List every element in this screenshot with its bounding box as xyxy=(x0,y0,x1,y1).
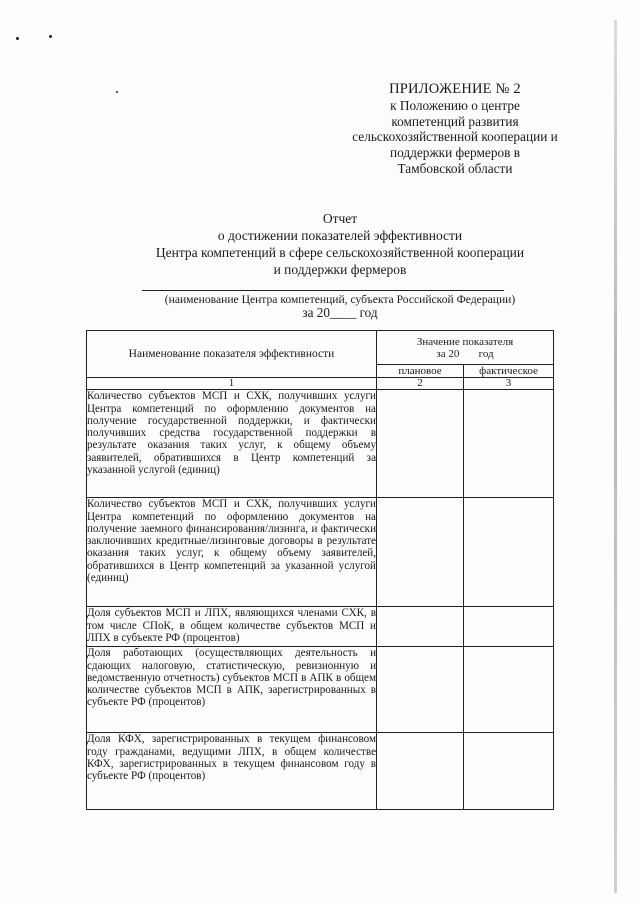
column-number: 3 xyxy=(464,378,554,390)
actual-value-cell xyxy=(464,390,554,498)
table-row xyxy=(87,498,554,607)
planned-value-cell xyxy=(377,498,464,607)
actual-value-cell xyxy=(464,647,554,733)
planned-value-cell xyxy=(377,647,464,733)
kpi-table xyxy=(86,330,554,810)
annex-line: сельскохозяйственной кооперации и xyxy=(352,129,558,145)
indicator-name: Доля субъектов МСП и ЛПХ, являющихся членами СХК, в том числе СПоК, в общем количестве субъектов МСП и ЛПХ в субъекте РФ (процентов) xyxy=(87,607,377,647)
header-planned: плановое xyxy=(377,365,464,378)
column-number: 2 xyxy=(377,378,464,390)
scan-speck xyxy=(116,91,118,93)
header-indicator-name: Наименование показателя эффективности xyxy=(87,331,377,378)
table-row xyxy=(87,647,554,733)
header-indicator-value xyxy=(377,331,554,365)
report-heading xyxy=(80,210,600,278)
report-year: за 20____ год xyxy=(302,305,378,320)
report-title: Отчет xyxy=(322,211,358,226)
column-number: 1 xyxy=(87,378,377,390)
fill-in-caption: (наименование Центра компетенций, субъекта Российской Федерации) xyxy=(164,293,516,306)
fill-in-line xyxy=(142,290,504,291)
scan-speck xyxy=(16,37,19,40)
table-row xyxy=(87,390,554,498)
planned-value-cell xyxy=(377,733,464,810)
annex-title: ПРИЛОЖЕНИЕ № 2 xyxy=(389,81,521,97)
annex-line: к Положению о центре xyxy=(390,97,520,113)
header-value-label: Значение показателя xyxy=(416,335,514,348)
report-line: Центра компетенций в сфере сельскохозяйственной кооперации xyxy=(155,245,525,260)
actual-value-cell xyxy=(464,733,554,810)
actual-value-cell xyxy=(464,498,554,607)
report-line: о достижении показателей эффективности xyxy=(217,228,463,243)
table-row xyxy=(87,607,554,647)
scan-edge xyxy=(614,20,617,893)
planned-value-cell xyxy=(377,390,464,498)
annex-line: компетенций развития xyxy=(391,113,519,129)
report-line: и поддержки фермеров xyxy=(273,262,407,277)
actual-value-cell xyxy=(464,607,554,647)
header-value-year: за 20 год xyxy=(436,347,494,360)
annex-line: Тамбовской области xyxy=(397,160,513,176)
annex-block xyxy=(330,82,580,177)
indicator-name: Доля КФХ, зарегистрированных в текущем финансовом году гражданами, ведущими ЛПХ, в общем количестве КФХ, зарегистрированных в текущем финансовом году в субъекте РФ (процентов) xyxy=(87,733,377,810)
annex-line: поддержки фермеров в xyxy=(389,145,520,161)
table-row xyxy=(87,733,554,810)
scan-speck xyxy=(49,35,52,38)
header-actual: фактическое xyxy=(464,365,554,378)
indicator-name: Доля работающих (осуществляющих деятельность и сдающих налоговую, статистическую, ревизионную и ведомственную отчетность) субъектов МСП в АПК в общем количестве субъектов МСП в АПК, зарегистрированных в субъекте РФ (процентов) xyxy=(87,647,377,733)
indicator-name: Количество субъектов МСП и СХК, получивших услуги Центра компетенций по оформлению документов на получение заемного финансирования/лизинга, и фактически заключивших кредитные/лизинговые договоры в результате оказания таких услуг, к общему объему заявителей, обратившихся в Центр компетенций за указанной услугой (единиц) xyxy=(87,498,377,607)
planned-value-cell xyxy=(377,607,464,647)
indicator-name: Количество субъектов МСП и СХК, получивших услуги Центра компетенций по оформлению документов на получение государственной поддержки, и фактически получивших средства государственной поддержки в результате оказания таких услуг, к общему объему заявителей, обратившихся в Центр компетенций за указанной услугой (единиц) xyxy=(87,390,377,498)
